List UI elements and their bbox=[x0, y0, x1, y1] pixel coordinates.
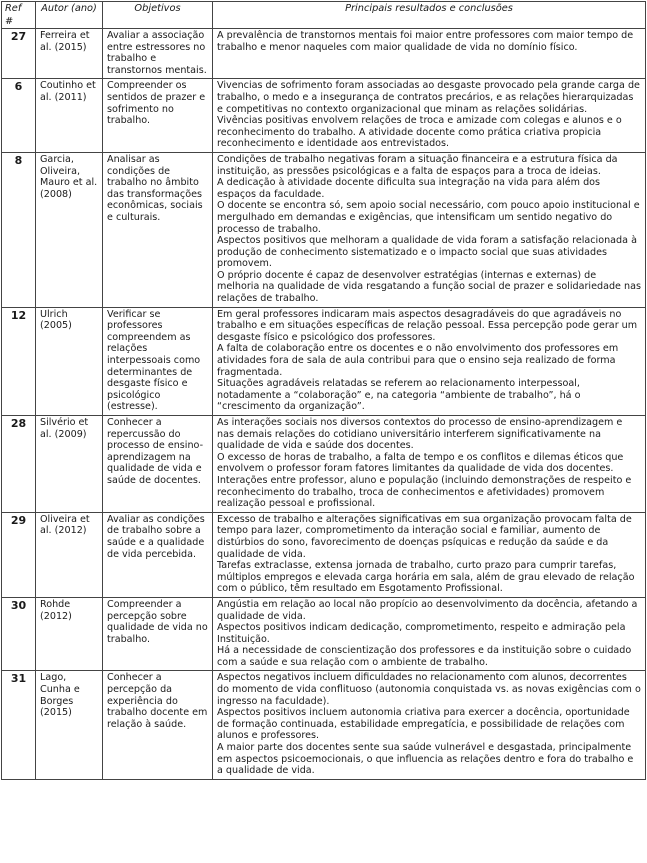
results-cell bbox=[213, 512, 646, 597]
result-paragraph: Situações agradáveis relatadas se referem ao relacionamento interpessoal, notadamente a “colaboração” e, na categoria “ambiente de trabalho”, há o “crescimento da organização”. bbox=[217, 378, 581, 413]
header-objectives: Objetivos bbox=[103, 2, 213, 29]
result-paragraph: Aspectos positivos incluem autonomia criativa para exercer a docência, oportunidade de formação continuada, estabilidade empregatícia, e possibilidade de relações com alunos e professores. bbox=[217, 707, 630, 742]
header-row bbox=[2, 2, 646, 29]
result-paragraph: Em geral professores indicaram mais aspectos desagradáveis do que agradáveis no trabalho e em situações específicas de relação pessoal. Essa percepção pode gerar um desgaste físico e psicológico dos professores. bbox=[217, 308, 638, 343]
ref-cell: 31 bbox=[2, 671, 36, 779]
result-paragraph: Aspectos negativos incluem dificuldades no relacionamento com alunos, decorrentes do momento de vida conflituoso (autonomia conquistada vs. as novas exigências com o ingresso na faculdade). bbox=[217, 672, 641, 707]
results-cell bbox=[213, 671, 646, 779]
table-row bbox=[2, 79, 646, 153]
author-cell: Ferreira et al. (2015) bbox=[36, 29, 103, 79]
table-row bbox=[2, 597, 646, 671]
result-paragraph: A falta de colaboração entre os docentes e o não envolvimento dos professores em atividades fora de sala de aula contribui para que o ensino seja realizado de forma fragmentada. bbox=[217, 343, 619, 378]
table-row bbox=[2, 512, 646, 597]
result-paragraph: Há a necessidade de conscientização dos professores e da instituição sobre o cuidado com a saúde e sua relação com o ambiente de trabalho. bbox=[217, 645, 632, 668]
result-paragraph: Tarefas extraclasse, extensa jornada de trabalho, curto prazo para cumprir tarefas, múltiplos empregos e elevada carga horária em sala, além de grau elevado de relação com o público, têm resultado em Esgotamento Profissional. bbox=[217, 560, 635, 595]
author-cell: Rohde (2012) bbox=[36, 597, 103, 671]
result-paragraph: O docente se encontra só, sem apoio social necessário, com pouco apoio institucional e mergulhado em demandas e exigências, que intensificam um sentido negativo do processo de trabalho. bbox=[217, 200, 640, 235]
header-author: Autor (ano) bbox=[36, 2, 103, 29]
results-cell bbox=[213, 29, 646, 79]
result-paragraph: A prevalência de transtornos mentais foi maior entre professores com maior tempo de trabalho e menor naqueles com maior qualidade de vida no domínio físico. bbox=[217, 30, 634, 53]
result-paragraph: Aspectos positivos que melhoram a qualidade de vida foram a satisfação relacionada à produção de conhecimento sistematizado e o impacto social que suas atividades promovem. bbox=[217, 235, 637, 270]
objective-cell: Compreender os sentidos de prazer e sofrimento no trabalho. bbox=[103, 79, 213, 153]
result-paragraph: Vivencias de sofrimento foram associadas ao desgaste provocado pela grande carga de trabalho, o medo e a insegurança de contratos precários, e as relações hierarquizadas e competitivas no contexto organizacional que minam as relações solidárias. bbox=[217, 80, 640, 115]
result-paragraph: As interações sociais nos diversos contextos do processo de ensino-aprendizagem e nas demais relações do cotidiano universitário interferem significativamente na qualidade de vida e saúde dos docentes. bbox=[217, 417, 623, 452]
results-cell bbox=[213, 79, 646, 153]
result-paragraph: A dedicação à atividade docente dificulta sua integração na vida para além dos espaços da faculdade. bbox=[217, 177, 601, 200]
objective-cell: Avaliar as condições de trabalho sobre a saúde e a qualidade de vida percebida. bbox=[103, 512, 213, 597]
ref-cell: 29 bbox=[2, 512, 36, 597]
header-ref: Ref # bbox=[2, 2, 36, 29]
results-table bbox=[1, 1, 646, 780]
objective-cell: Conhecer a percepção da experiência do trabalho docente em relação à saúde. bbox=[103, 671, 213, 779]
ref-cell: 28 bbox=[2, 416, 36, 513]
table-row bbox=[2, 152, 646, 307]
result-paragraph: Aspectos positivos indicam dedicação, comprometimento, respeito e admiração pela Instituição. bbox=[217, 622, 626, 645]
author-cell: Lago, Cunha e Borges (2015) bbox=[36, 671, 103, 779]
objective-cell: Conhecer a repercussão do processo de ensino-aprendizagem na qualidade de vida e saúde de docentes. bbox=[103, 416, 213, 513]
ref-cell: 6 bbox=[2, 79, 36, 153]
results-cell bbox=[213, 307, 646, 415]
result-paragraph: Angústia em relação ao local não propício ao desenvolvimento da docência, afetando a qualidade de vida. bbox=[217, 598, 638, 622]
table-row bbox=[2, 671, 646, 779]
author-cell: Silvério et al. (2009) bbox=[36, 416, 103, 513]
ref-cell: 30 bbox=[2, 597, 36, 671]
results-cell bbox=[213, 597, 646, 671]
result-paragraph: Interações entre professor, aluno e população (incluindo demonstrações de respeito e reconhecimento do trabalho, troca de conhecimentos e afetividades) promovem realização pessoal e profissional. bbox=[217, 474, 632, 510]
ref-cell: 12 bbox=[2, 307, 36, 415]
result-paragraph: Condições de trabalho negativas foram a situação financeira e a estrutura física da instituição, as pressões psicológicas e a falta de espaços para a troca de ideias. bbox=[217, 153, 618, 177]
author-cell: Oliveira et al. (2012) bbox=[36, 512, 103, 597]
ref-cell: 8 bbox=[2, 152, 36, 307]
result-paragraph: Vivências positivas envolvem relações de troca e amizade com colegas e alunos e o reconhecimento do trabalho. A atividade docente como prática criativa propicia reconhecimento e identidade aos entrevistados. bbox=[217, 115, 622, 150]
author-cell: Garcia, Oliveira, Mauro et al. (2008) bbox=[36, 152, 103, 307]
objective-cell: Verificar se professores compreendem as relações interpessoais como determinantes de desgaste físico e psicológico (estresse). bbox=[103, 307, 213, 415]
table-row bbox=[2, 307, 646, 415]
author-cell: Coutinho et al. (2011) bbox=[36, 79, 103, 153]
result-paragraph: A maior parte dos docentes sente sua saúde vulnerável e desgastada, principalmente em aspectos psicoemocionais, o que influencia as relações dentro e fora do trabalho e a qualidade de vida. bbox=[217, 742, 634, 777]
result-paragraph: Excesso de trabalho e alterações significativas em sua organização provocam falta de tempo para lazer, comprometimento da interação social e familiar, aumento de distúrbios do sono, favorecimento de doenças psíquicas e redução da saúde e da qualidade de vida. bbox=[217, 513, 632, 560]
objective-cell: Analisar as condições de trabalho no âmbito das transformações econômicas, sociais e culturais. bbox=[103, 152, 213, 307]
objective-cell: Avaliar a associação entre estressores no trabalho e transtornos mentais. bbox=[103, 29, 213, 79]
table-row bbox=[2, 29, 646, 79]
ref-cell: 27 bbox=[2, 29, 36, 79]
author-cell: Ulrich (2005) bbox=[36, 307, 103, 415]
result-paragraph: O próprio docente é capaz de desenvolver estratégias (internas e externas) de melhoria na qualidade de vida resgatando a função social de prazer e solidariedade nas relações de trabalho. bbox=[217, 269, 641, 305]
results-cell bbox=[213, 416, 646, 513]
objective-cell: Compreender a percepção sobre qualidade de vida no trabalho. bbox=[103, 597, 213, 671]
table-row bbox=[2, 416, 646, 513]
header-results: Principais resultados e conclusões bbox=[213, 2, 646, 29]
results-cell bbox=[213, 152, 646, 307]
result-paragraph: O excesso de horas de trabalho, a falta de tempo e os conflitos e dilemas éticos que envolvem o professor foram fatores limitantes da qualidade de vida dos docentes. bbox=[217, 451, 624, 475]
